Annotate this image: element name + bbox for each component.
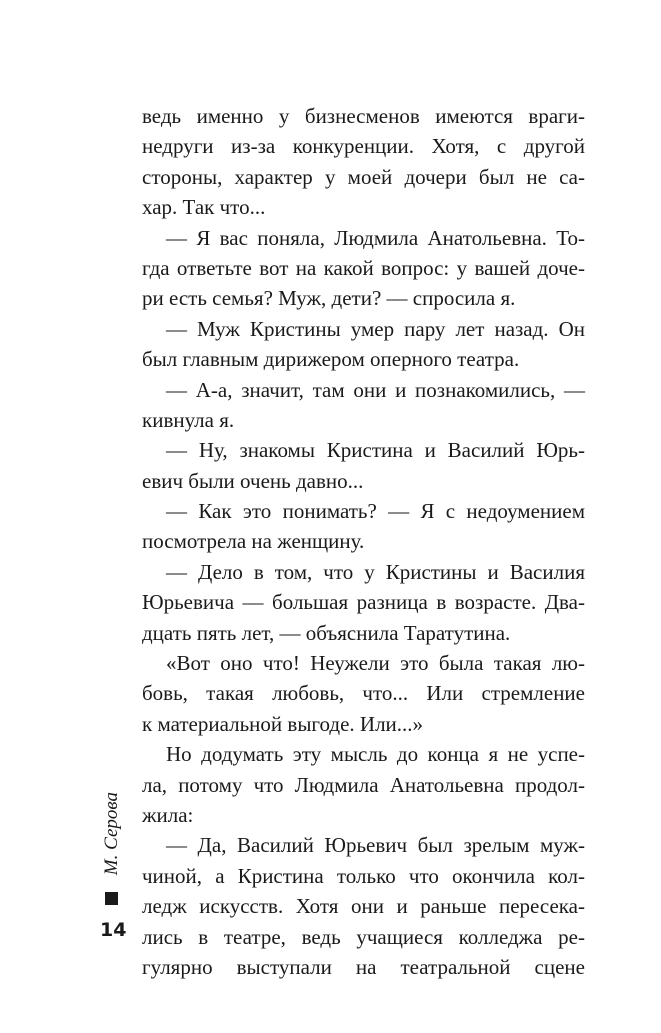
text-line: хар. Так что...	[142, 195, 266, 220]
body-text	[142, 101, 585, 982]
text-line: — Я вас поняла, Людмила Анатольевна. То-	[166, 225, 585, 250]
text-line: дцать пять лет, — объяснила Таратутина.	[142, 620, 511, 645]
text-line: — Как это понимать? — Я с недоумением	[166, 499, 585, 524]
author-name: М. Серова	[101, 792, 122, 876]
text-line: к материальной выгоде. Или...»	[142, 711, 424, 736]
text-line: гулярно выступали на театральной сцене	[142, 954, 585, 979]
text-line: ледж искусств. Хотя они и раньше пересека-	[142, 894, 585, 919]
text-line: — Дело в том, что у Кристины и Василия	[166, 559, 585, 584]
text-line: был главным дирижером оперного театра.	[142, 347, 520, 372]
text-line: кивнула я.	[142, 407, 235, 432]
page-number: 14	[100, 919, 127, 941]
text-line: — Ну, знакомы Кристина и Василий Юрь-	[166, 438, 585, 463]
text-line: — Да, Василий Юрьевич был зрелым муж-	[166, 833, 585, 858]
text-line: ведь именно у бизнесменов имеются враги-	[142, 104, 585, 128]
text-line: — А-а, значит, там они и познакомились, —	[166, 377, 585, 402]
text-line: бовь, такая любовь, что... Или стремление	[142, 681, 585, 706]
text-line: жила:	[142, 802, 194, 827]
black-square-marker	[105, 892, 118, 905]
text-line: Но додумать эту мысль до конца я не успе-	[166, 742, 585, 767]
text-line: стороны, характер у моей дочери был не са-	[142, 164, 585, 189]
text-line: посмотрела на женщину.	[142, 529, 365, 554]
text-line: гда ответьте вот на какой вопрос: у вашей доче-	[142, 255, 585, 280]
text-line: чиной, а Кристина только что окончила кол-	[142, 863, 585, 888]
text-line: «Вот оно что! Неужели это была такая лю-	[166, 651, 585, 676]
text-line: ри есть семья? Муж, дети? — спросила я.	[142, 286, 516, 311]
text-line: ла, потому что Людмила Анатольевна продол-	[142, 772, 585, 797]
text-line: евич были очень давно...	[142, 468, 364, 493]
text-line: лись в театре, ведь учащиеся колледжа ре-	[142, 924, 585, 949]
text-line: Юрьевича — большая разница в возрасте. Два-	[142, 590, 585, 615]
text-line: недруги из-за конкуренции. Хотя, с другой	[142, 134, 585, 159]
text-line: — Муж Кристины умер пару лет назад. Он	[166, 316, 585, 341]
